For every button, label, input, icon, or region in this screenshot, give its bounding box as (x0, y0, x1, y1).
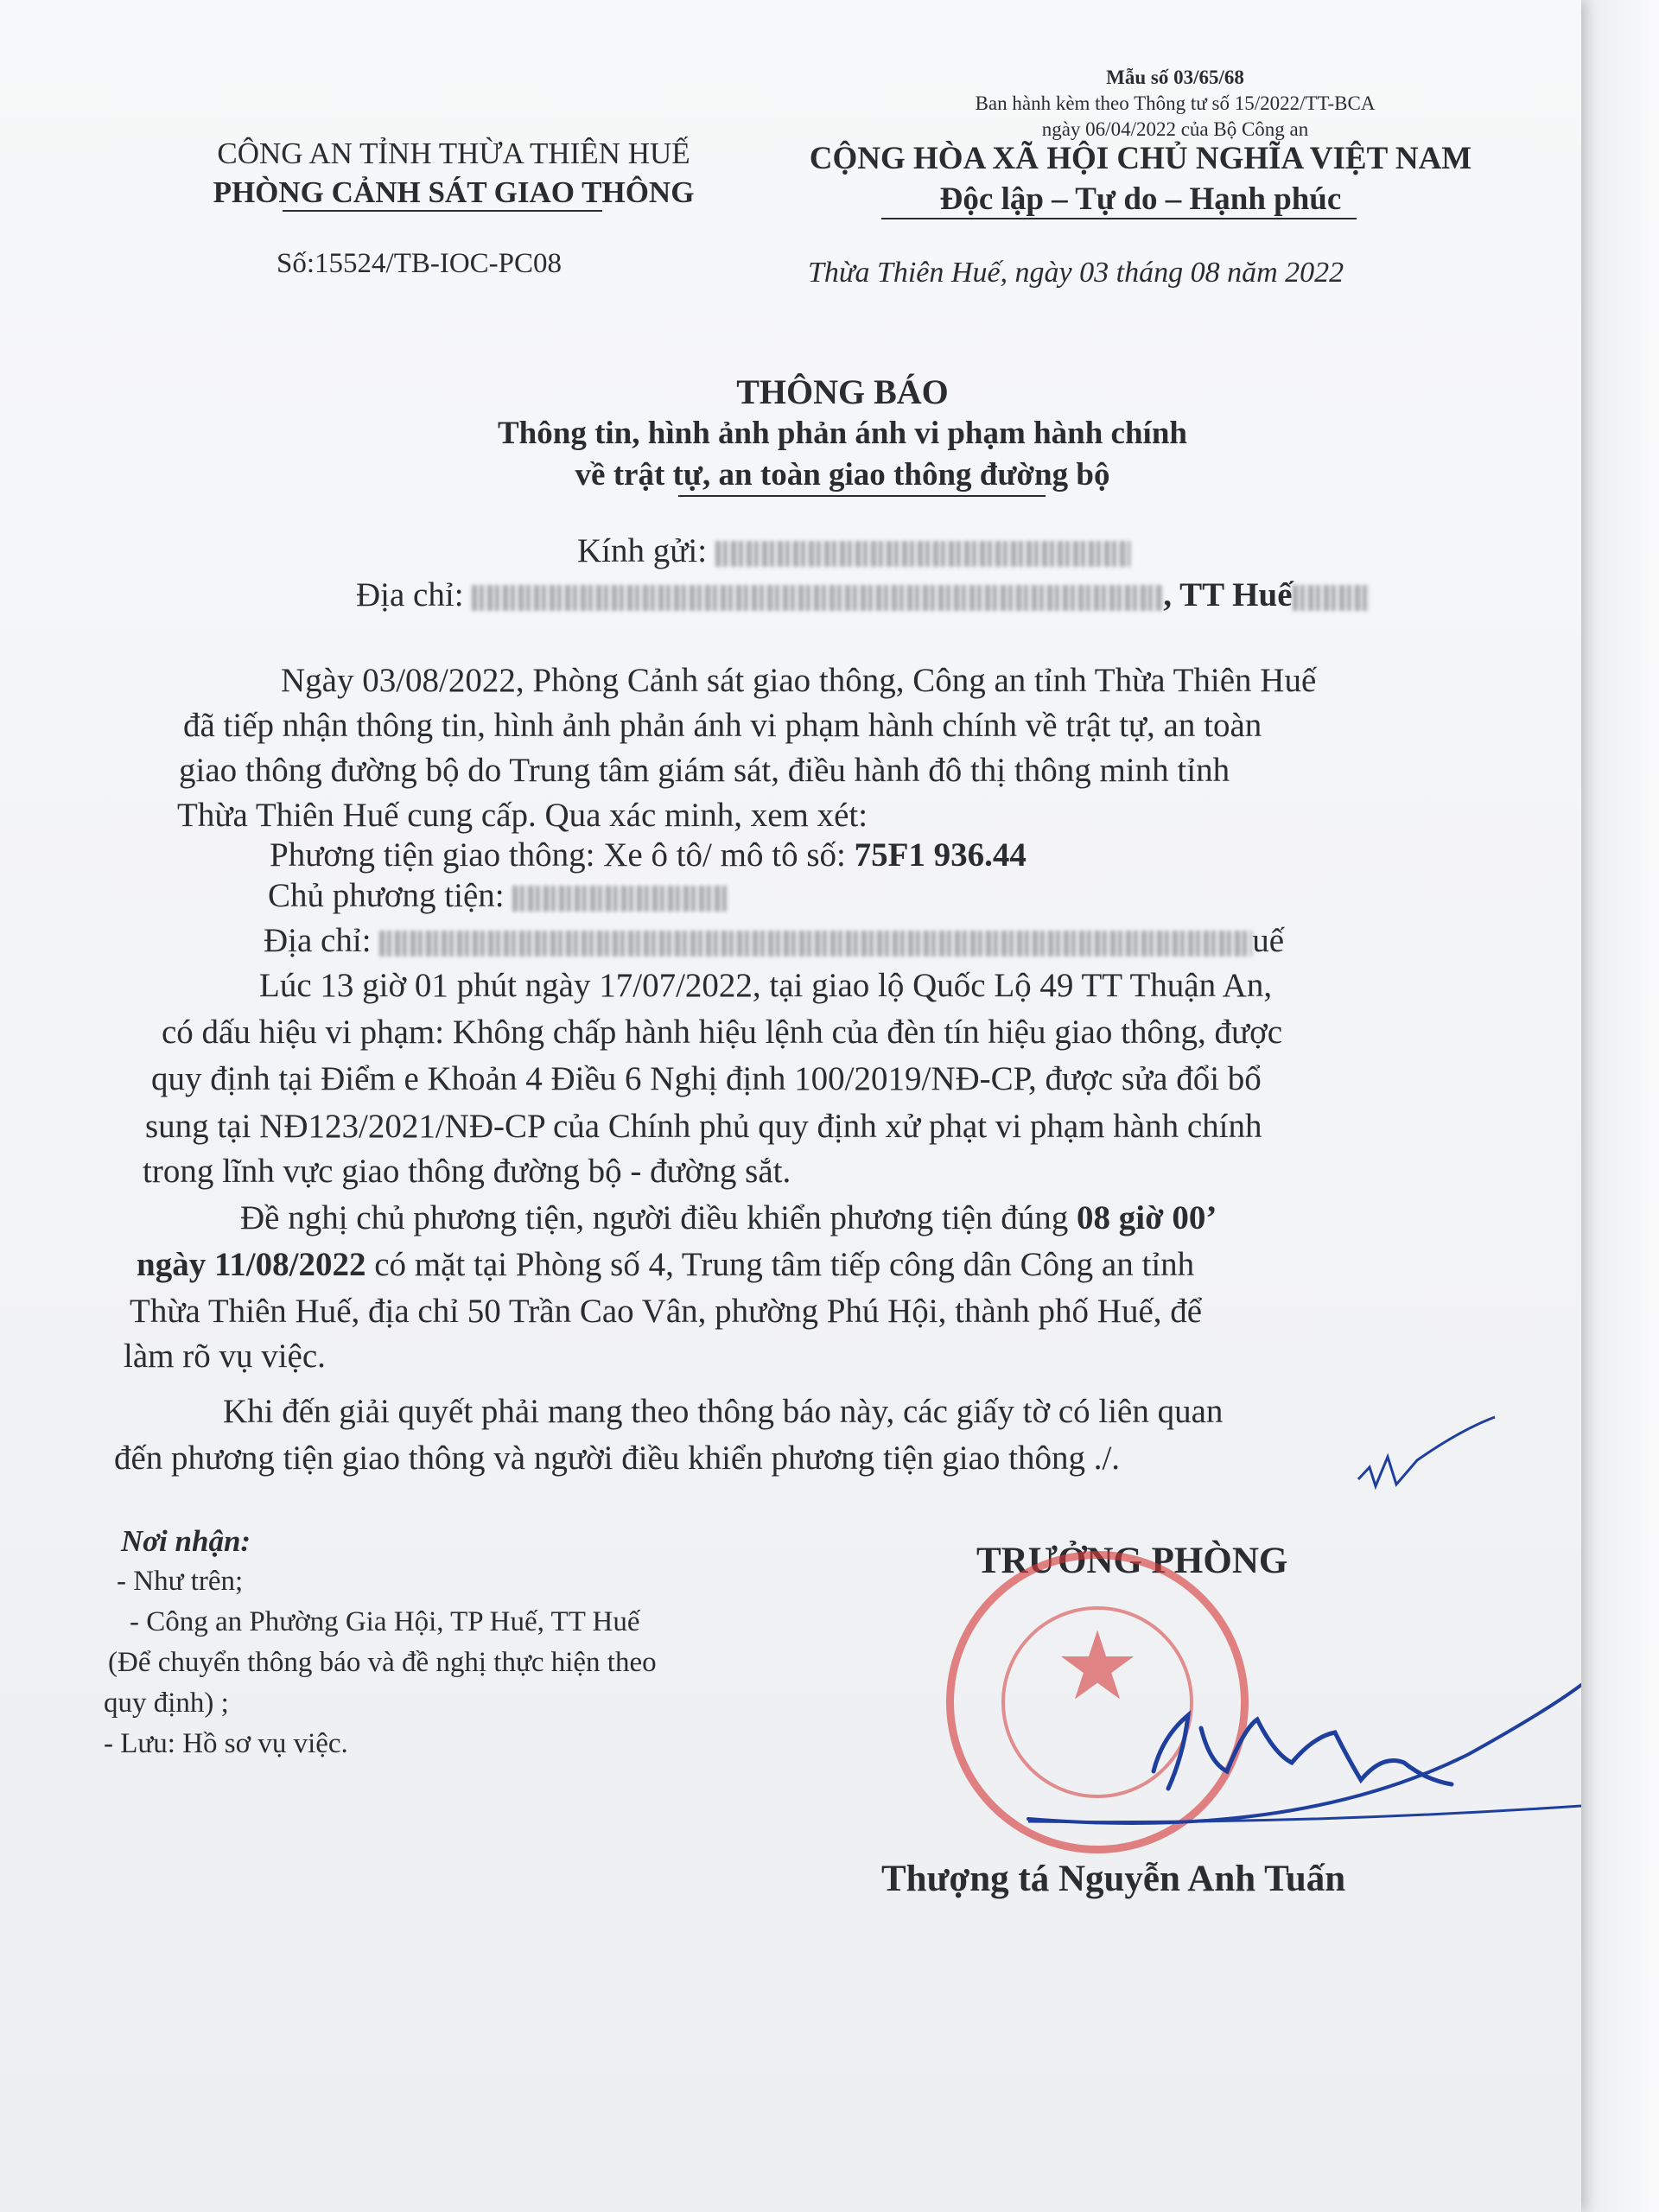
document-number: Số:15524/TB-IOC-PC08 (276, 248, 563, 279)
address-label: Địa chỉ: (356, 576, 464, 613)
nation-motto: Độc lập – Tự do – Hạnh phúc (939, 181, 1342, 217)
recipients-heading: Nơi nhận: (121, 1524, 251, 1558)
violation-line5: trong lĩnh vực giao thông đường bộ - đường sắt. (143, 1153, 791, 1190)
to-label: Kính gửi: (577, 532, 708, 569)
title-sub1: Thông tin, hình ảnh phản ánh vi phạm hành chính (498, 416, 1187, 451)
request-time: 08 giờ 00’ (1077, 1199, 1217, 1236)
para1-line3: giao thông đường bộ do Trung tâm giám sát, điều hành đô thị thông minh tỉnh (179, 752, 1230, 789)
issuer-line2: PHÒNG CẢNH SÁT GIAO THÔNG (213, 175, 695, 209)
owner-label: Chủ phương tiện: (268, 877, 505, 914)
signature-sweep (1028, 1685, 1581, 1823)
recipient-4: quy định) ; (104, 1688, 229, 1719)
para1-line2: đã tiếp nhận thông tin, hình ảnh phản ánh vi phạm hành chính về trật tự, an toàn (183, 707, 1262, 744)
recipient-1: - Như trên; (117, 1566, 244, 1597)
form-code-date: ngày 06/04/2022 của Bộ Công an (1041, 118, 1309, 140)
vehicle-plate: 75F1 936.44 (854, 836, 1027, 874)
violation-line2: có dấu hiệu vi phạm: Không chấp hành hiệu lệnh của đèn tín hiệu giao thông, được (162, 1014, 1283, 1051)
violation-line4: sung tại NĐ123/2021/NĐ-CP của Chính phủ quy định xử phạt vi phạm hành chính (145, 1108, 1262, 1145)
closing-line1: Khi đến giải quyết phải mang theo thông báo này, các giấy tờ có liên quan (223, 1393, 1224, 1430)
signer-title: TRƯỞNG PHÒNG (976, 1541, 1288, 1581)
request-line4: làm rõ vụ việc. (124, 1338, 326, 1375)
issuer-line1: CÔNG AN TỈNH THỪA THIÊN HUẾ (217, 137, 690, 170)
seal-star-icon: ★ (1054, 1614, 1141, 1719)
closing-line2: đến phương tiện giao thông và người điều khiển phương tiện giao thông ./. (114, 1440, 1121, 1477)
violation-line1: Lúc 13 giờ 01 phút ngày 17/07/2022, tại giao lộ Quốc Lộ 49 TT Thuận An, (259, 967, 1273, 1004)
para1-line1: Ngày 03/08/2022, Phòng Cảnh sát giao thông, Công an tỉnh Thừa Thiên Huế (281, 662, 1317, 699)
violation-line3: quy định tại Điểm e Khoản 4 Điều 6 Nghị định 100/2019/NĐ-CP, được sửa đổi bổ (151, 1060, 1262, 1097)
form-code-number: Mẫu số 03/65/68 (1106, 67, 1244, 88)
owner-address-label: Địa chỉ: (264, 922, 372, 959)
request-date: ngày 11/08/2022 (137, 1246, 366, 1283)
nation-line1: CỘNG HÒA XÃ HỘI CHỦ NGHĨA VIỆT NAM (809, 141, 1472, 176)
title-sub2: về trật tự, an toàn giao thông đường bộ (575, 457, 1110, 493)
para1-line4: Thừa Thiên Huế cung cấp. Qua xác minh, xem xét: (177, 797, 868, 834)
signature-main (1154, 1715, 1452, 1789)
title-main: THÔNG BÁO (736, 372, 949, 411)
form-code-issued: Ban hành kèm theo Thông tư số 15/2022/TT-BCA (975, 92, 1376, 114)
date-line: Thừa Thiên Huế, ngày 03 tháng 08 năm 2022 (808, 257, 1344, 289)
request-line1-text: Đề nghị chủ phương tiện, người điều khiển phương tiện đúng (240, 1199, 1077, 1236)
address-tail: , TT Huế (1163, 576, 1293, 613)
initial-mark (1358, 1417, 1495, 1486)
vehicle-label: Phương tiện giao thông: Xe ô tô/ mô tô số: (270, 836, 846, 874)
owner-address-tail: uế (1252, 922, 1285, 959)
request-line2-text: có mặt tại Phòng số 4, Trung tâm tiếp công dân Công an tỉnh (365, 1246, 1195, 1283)
recipient-5: - Lưu: Hồ sơ vụ việc. (104, 1728, 348, 1759)
recipient-2: - Công an Phường Gia Hội, TP Huế, TT Huế (130, 1606, 640, 1637)
recipient-3: (Để chuyển thông báo và đề nghị thực hiện theo (108, 1647, 657, 1678)
signer-name: Thượng tá Nguyễn Anh Tuấn (881, 1859, 1346, 1899)
request-line3: Thừa Thiên Huế, địa chỉ 50 Trần Cao Vân, phường Phú Hội, thành phố Huế, để (130, 1293, 1203, 1330)
